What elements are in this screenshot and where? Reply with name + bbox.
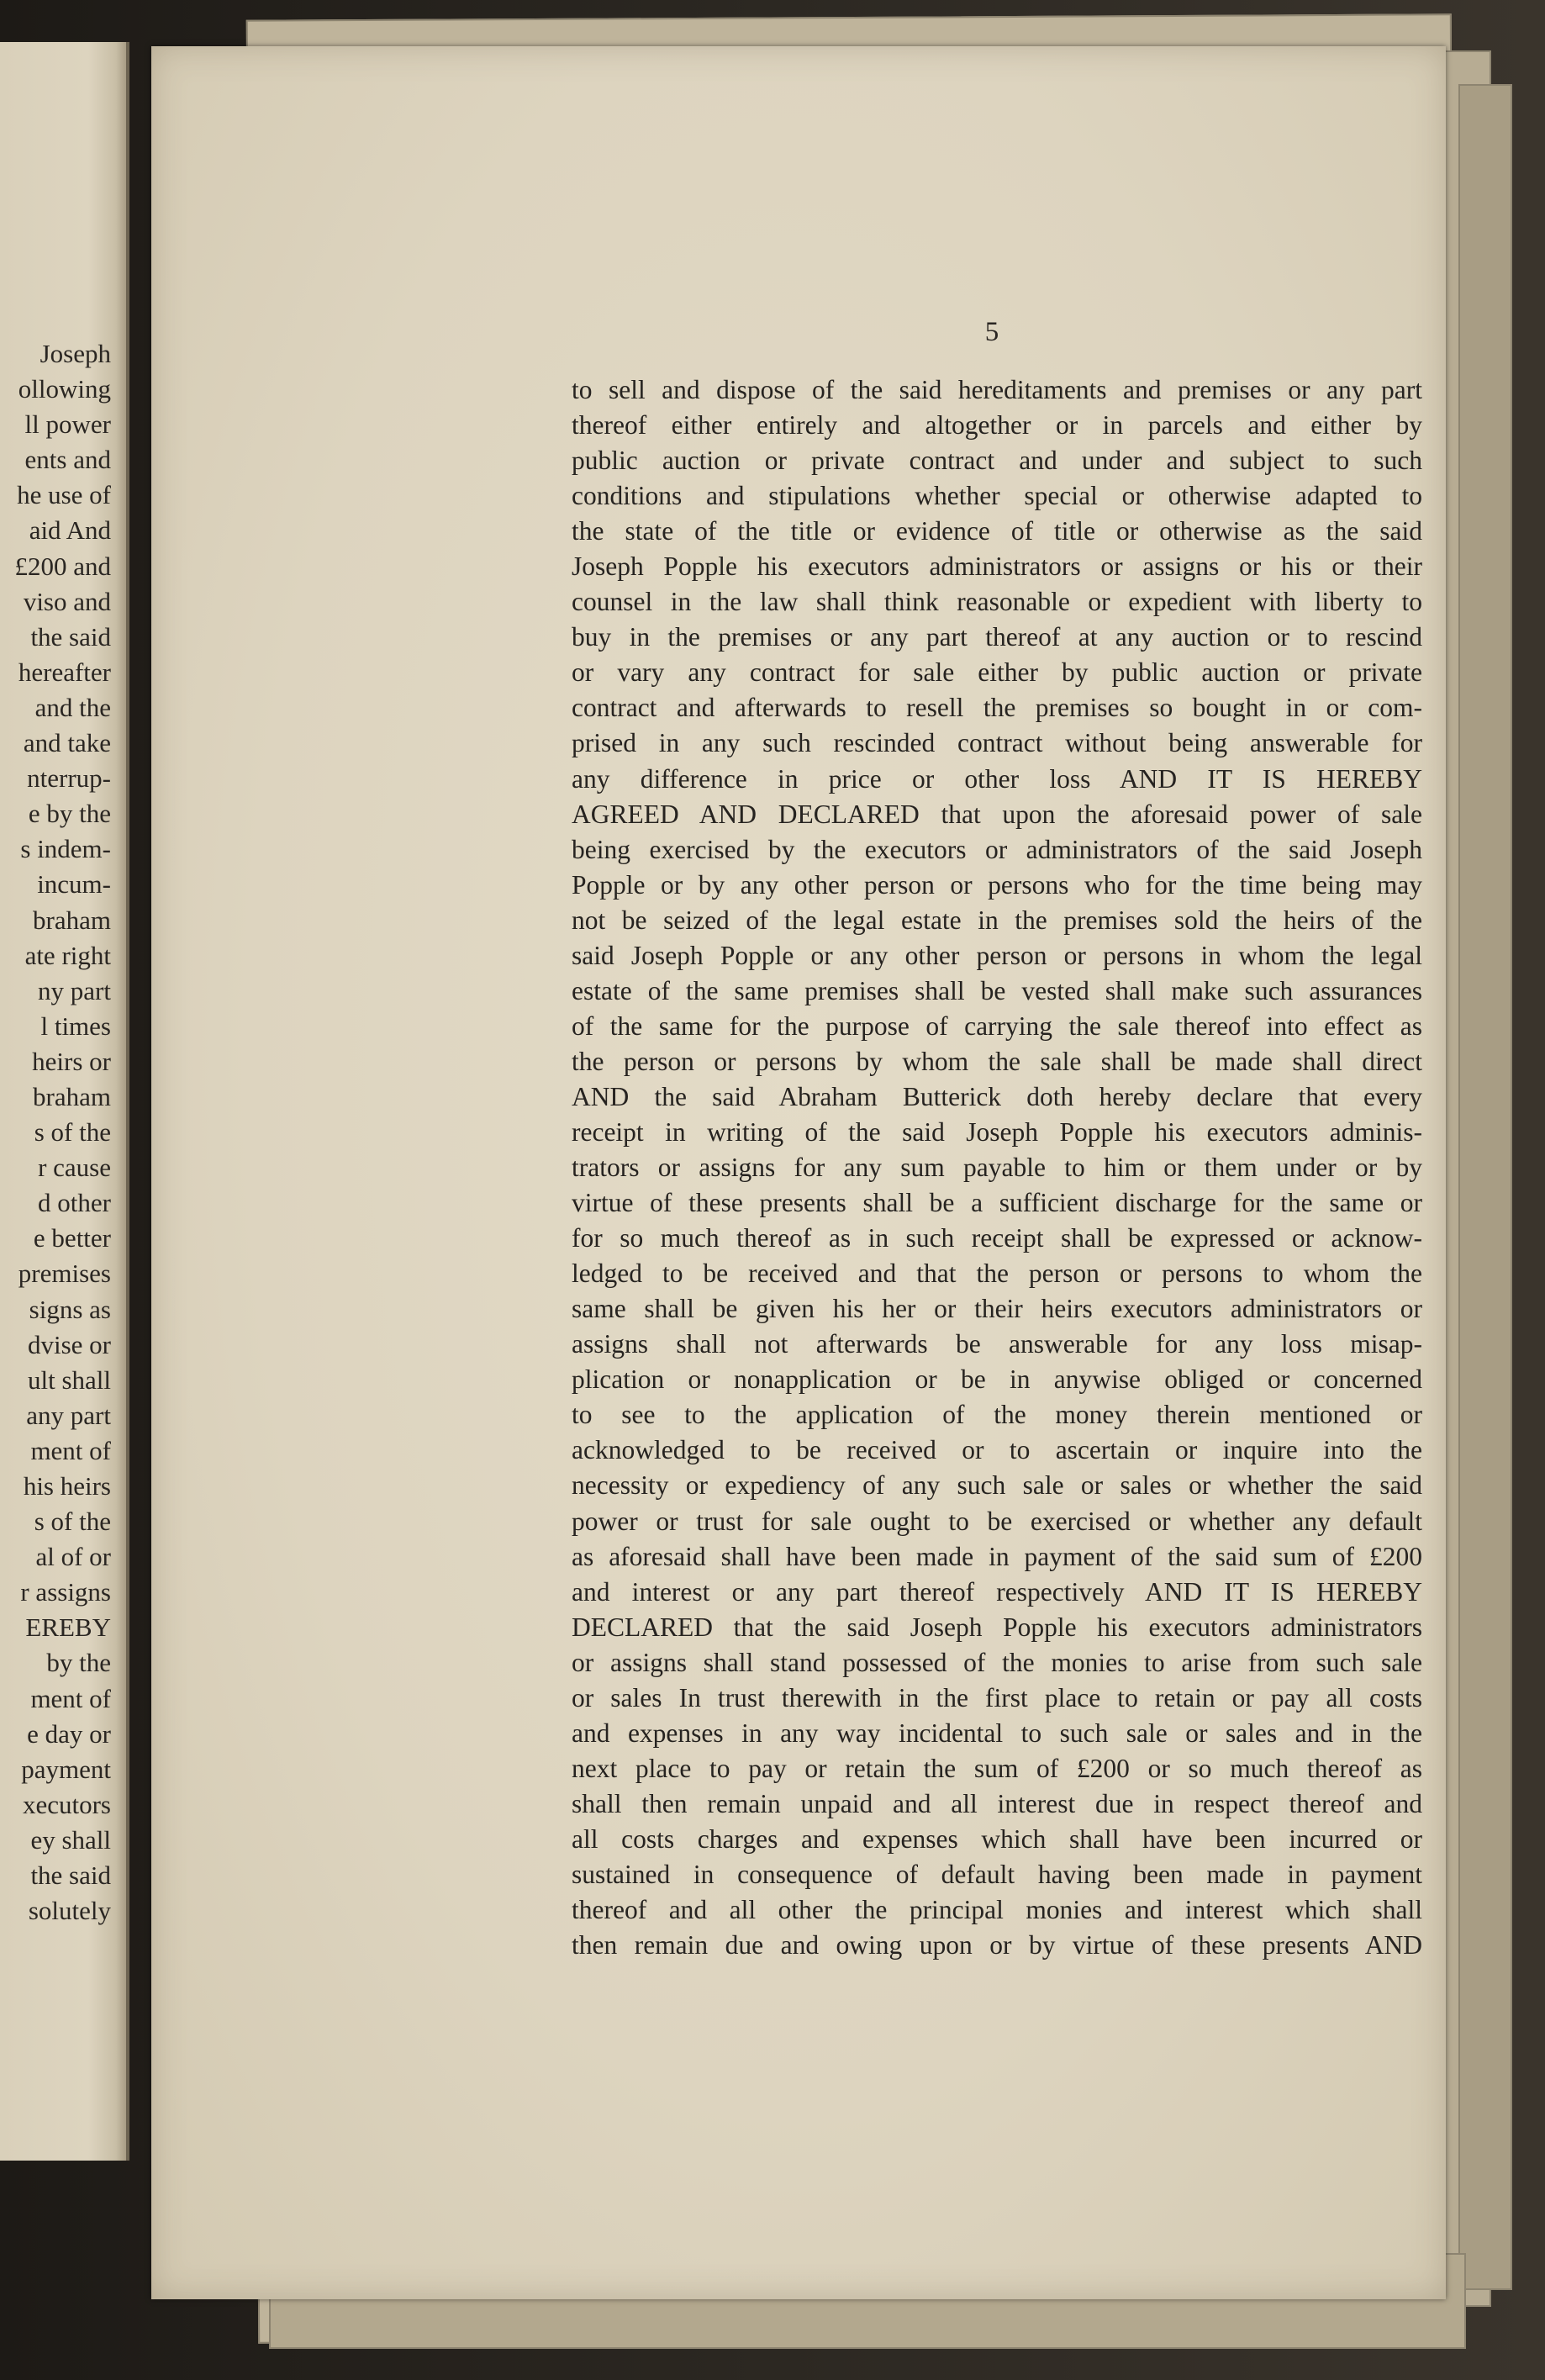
text-line: for so much thereof as in such receipt shall be expressed or acknow- (572, 1223, 1422, 1253)
previous-page-line: r assigns (20, 1577, 111, 1607)
previous-page-line: s indem- (20, 834, 111, 864)
previous-page-line: al of or (35, 1542, 111, 1572)
text-line: and expenses in any way incidental to such sale or sales and in the (572, 1718, 1422, 1748)
text-line: prised in any such rescinded contract without being answerable for (572, 728, 1422, 758)
previous-page-line: ult shall (27, 1364, 111, 1395)
document-page (151, 46, 1446, 2299)
previous-page-line: s of the (34, 1117, 111, 1148)
text-line: next place to pay or retain the sum of £200 or so much thereof as (572, 1753, 1422, 1783)
previous-page-line: e by the (28, 799, 111, 829)
text-line: to see to the application of the money therein mentioned or (572, 1400, 1422, 1430)
text-line: and interest or any part thereof respectively AND IT IS HEREBY (572, 1576, 1422, 1607)
text-line: not be seized of the legal estate in the premises sold the heirs of the (572, 905, 1422, 935)
text-line: public auction or private contract and under and subject to such (572, 446, 1422, 476)
previous-page-line: ey shall (30, 1824, 111, 1855)
previous-page-line: viso and (23, 586, 111, 616)
text-line: AND the said Abraham Butterick doth hereby declare that every (572, 1081, 1422, 1111)
previous-page-line: solutely (28, 1896, 111, 1926)
previous-page-line: xecutors (22, 1789, 111, 1819)
text-line: counsel in the law shall think reasonable or expedient with liberty to (572, 587, 1422, 617)
text-line: the person or persons by whom the sale shall be made shall direct (572, 1046, 1422, 1076)
previous-page-line: e day or (27, 1718, 111, 1749)
text-line: as aforesaid shall have been made in payment of the said sum of £200 (572, 1541, 1422, 1571)
text-line: receipt in writing of the said Joseph Popple his executors adminis- (572, 1116, 1422, 1147)
text-line: then remain due and owing upon or by virtue of these presents AND (572, 1930, 1422, 1960)
previous-page-line: hereafter (18, 657, 111, 687)
previous-page-line: ment of (30, 1435, 111, 1465)
previous-page (0, 42, 129, 2161)
text-line: Popple or by any other person or persons who for the time being may (572, 869, 1422, 900)
text-line: virtue of these presents shall be a sufficient discharge for the same or (572, 1188, 1422, 1218)
previous-page-line: EREBY (25, 1612, 111, 1643)
text-line: Joseph Popple his executors administrators or assigns or his or their (572, 551, 1422, 582)
text-line: or vary any contract for sale either by public auction or private (572, 657, 1422, 688)
text-line: estate of the same premises shall be vested shall make such assurances (572, 975, 1422, 1005)
previous-page-line: his heirs (23, 1471, 111, 1501)
previous-page-line: d other (38, 1188, 111, 1218)
previous-page-line: ate right (24, 940, 111, 970)
text-line: same shall be given his her or their heirs executors administrators or (572, 1294, 1422, 1324)
text-line: thereof either entirely and altogether or in parcels and either by (572, 410, 1422, 441)
text-line: assigns shall not afterwards be answerable for any loss misap- (572, 1329, 1422, 1359)
text-line: shall then remain unpaid and all interest due in respect thereof and (572, 1788, 1422, 1818)
previous-page-line: the said (30, 621, 111, 652)
text-line: buy in the premises or any part thereof at any auction or to rescind (572, 622, 1422, 652)
text-line: trators or assigns for any sum payable to him or them under or by (572, 1153, 1422, 1183)
previous-page-line: ny part (38, 975, 111, 1005)
previous-page-line: any part (26, 1400, 111, 1430)
text-line: power or trust for sale ought to be exercised or whether any default (572, 1506, 1422, 1536)
previous-page-line: Joseph (40, 339, 111, 368)
previous-page-line: s of the (34, 1507, 111, 1537)
text-line: any difference in price or other loss AND IT IS HEREBY (572, 763, 1422, 794)
previous-page-line: premises (18, 1259, 111, 1289)
previous-page-line: £200 and (14, 551, 111, 581)
text-line: being exercised by the executors or administrators of the said Joseph (572, 834, 1422, 864)
text-line: thereof and all other the principal monies and interest which shall (572, 1895, 1422, 1925)
text-line: acknowledged to be received or to ascertain or inquire into the (572, 1435, 1422, 1465)
previous-page-line: l times (40, 1011, 111, 1041)
page-number: 5 (984, 317, 999, 347)
previous-page-line: braham (33, 1081, 111, 1111)
previous-page-line: ents and (24, 445, 111, 475)
previous-page-line: ll power (24, 409, 111, 440)
previous-page-line: and the (34, 692, 111, 722)
text-line: to sell and dispose of the said hereditaments and premises or any part (572, 375, 1422, 404)
previous-page-line: nterrup- (27, 763, 111, 794)
text-line: necessity or expediency of any such sale or sales or whether the said (572, 1470, 1422, 1501)
text-line: all costs charges and expenses which shall have been incurred or (572, 1823, 1422, 1854)
text-line: or assigns shall stand possessed of the monies to arise from such sale (572, 1647, 1422, 1677)
previous-page-line: ment of (30, 1683, 111, 1713)
previous-page-line: dvise or (27, 1329, 111, 1359)
previous-page-line: and take (23, 728, 111, 758)
previous-page-line: he use of (17, 480, 111, 510)
text-line: conditions and stipulations whether special or otherwise adapted to (572, 481, 1422, 511)
text-line: said Joseph Popple or any other person or persons in whom the legal (572, 940, 1422, 970)
text-line: DECLARED that the said Joseph Popple his executors administrators (572, 1612, 1422, 1642)
text-line: AGREED AND DECLARED that upon the aforesaid power of sale (572, 799, 1422, 829)
text-line: or sales In trust therewith in the first place to retain or pay all costs (572, 1682, 1422, 1712)
text-line: of the same for the purpose of carrying the sale thereof into effect as (572, 1011, 1422, 1041)
previous-page-line: e better (33, 1223, 111, 1253)
previous-page-line: by the (46, 1648, 111, 1678)
text-line: the state of the title or evidence of title or otherwise as the said (572, 516, 1422, 546)
previous-page-line: aid And (29, 515, 111, 546)
previous-page-line: the said (30, 1860, 111, 1891)
text-line: ledged to be received and that the person or persons to whom the (572, 1259, 1422, 1289)
text-line: sustained in consequence of default having been made in payment (572, 1859, 1422, 1889)
previous-page-line: r cause (38, 1153, 111, 1183)
previous-page-line: payment (21, 1754, 111, 1784)
previous-page-line: signs as (29, 1294, 111, 1324)
page-stack-edge-far-right (1458, 84, 1512, 2290)
body-text (572, 372, 1422, 1963)
previous-page-line: braham (33, 905, 111, 935)
previous-page-line: heirs or (32, 1046, 111, 1076)
text-line: contract and afterwards to resell the premises so bought in or com- (572, 693, 1422, 723)
text-line: plication or nonapplication or be in anywise obliged or concerned (572, 1364, 1422, 1395)
previous-page-line: ollowing (18, 374, 111, 404)
previous-page-line: incum- (37, 869, 111, 900)
previous-page-text (0, 336, 111, 1929)
